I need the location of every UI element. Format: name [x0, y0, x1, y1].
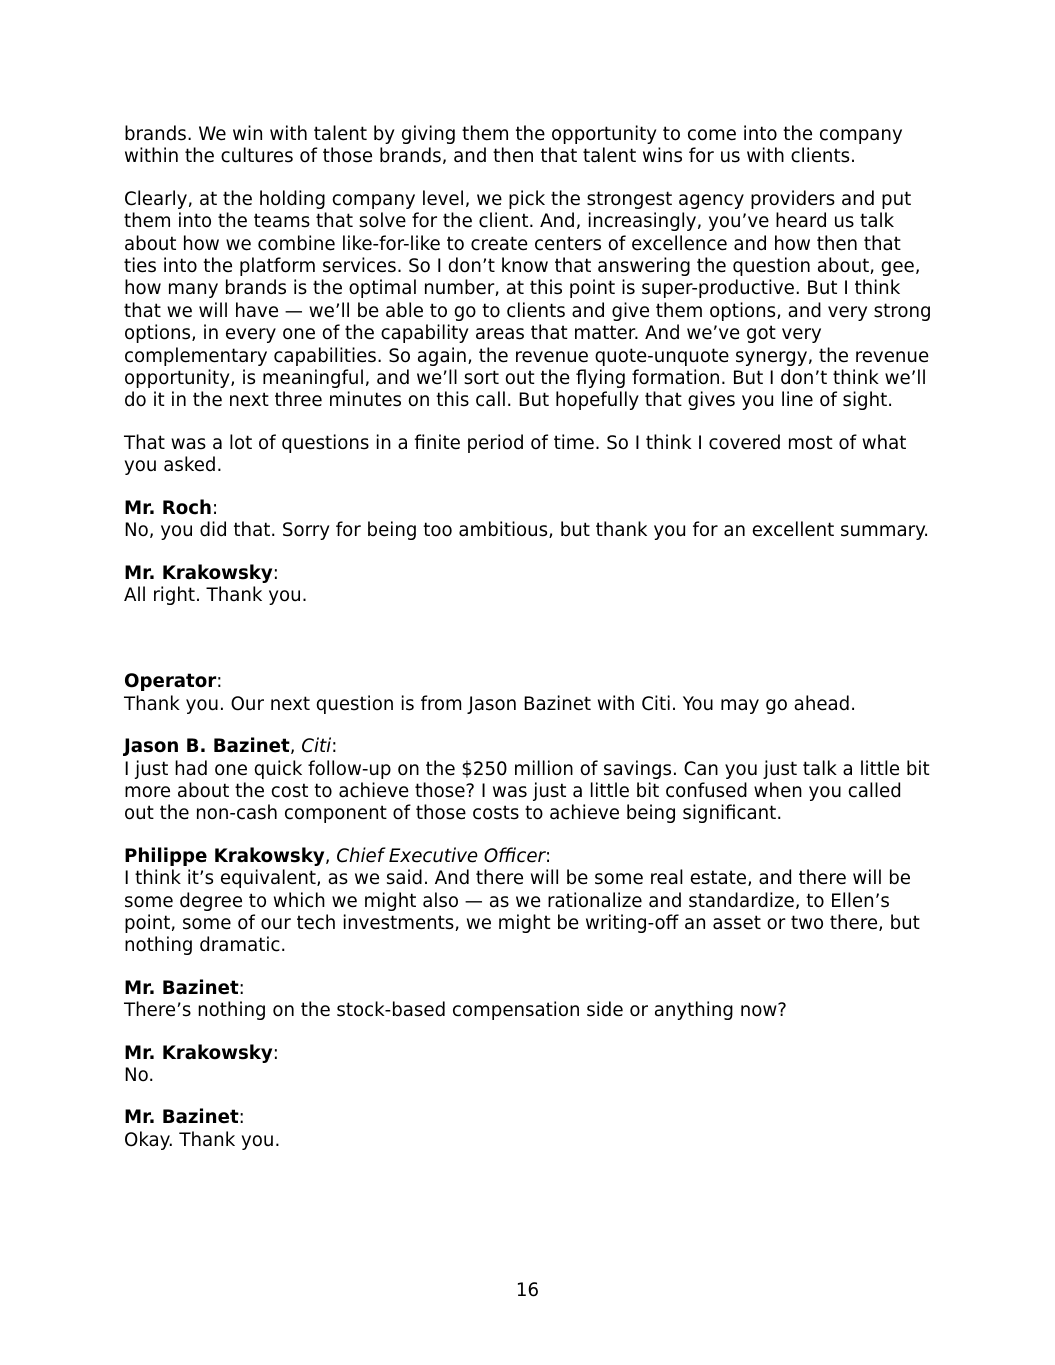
speaker-line — [124, 978, 932, 1000]
speaker-line — [124, 846, 932, 868]
speaker-affiliation: Citi — [301, 736, 332, 758]
speaker-turn — [124, 736, 932, 826]
speaker-name: Operator — [124, 671, 217, 693]
speaker-turn — [124, 978, 932, 1023]
speaker-line — [124, 736, 932, 758]
speaker-affiliation: Chief Executive Officer — [336, 845, 545, 867]
speech-text: No, you did that. Sorry for being too ambitious, but thank you for an excellent summary. — [124, 520, 930, 542]
speaker-line — [124, 563, 932, 585]
speaker-line — [124, 1043, 932, 1065]
speaker-name: Mr. Roch — [124, 497, 212, 519]
transcript-page — [124, 124, 932, 1172]
speech-text: Okay. Thank you. — [124, 1129, 281, 1151]
colon: : — [272, 562, 279, 584]
colon: : — [216, 671, 223, 693]
speaker-line — [124, 1107, 932, 1129]
speech-text: I just had one quick follow-up on the $250 million of savings. Can you just talk a little bit more about the cost to achieve those? I was just a little bit confused when you called out the non-cash component of those costs to achieve being significant. — [124, 758, 930, 825]
colon: : — [331, 736, 338, 758]
speech-text: There’s nothing on the stock-based compensation side or anything now? — [124, 1000, 787, 1022]
colon: : — [545, 845, 552, 867]
paragraph: Clearly, at the holding company level, we pick the strongest agency providers and put them into the teams that solve for the client. And, increasingly, you’ve heard us talk about how we combine like-for-like to create centers of excellence and how then that ties into the platform services. So I don’t know that answering the question about, gee, how many brands is the optimal number, at this point is super-productive. But I think that we will have — we’ll be able to go to clients and give them options, and very strong options, in every one of the capability areas that matter. And we’ve got very complementary capabilities. So again, the revenue quote-unquote synergy, the revenue opportunity, is meaningful, and we’ll sort out the flying formation. But I don’t think we’ll do it in the next three minutes on this call. But hopefully that gives you line of sight. — [124, 188, 932, 412]
speech-text: Thank you. Our next question is from Jason Bazinet with Citi. You may go ahead. — [124, 693, 857, 715]
speaker-name: Mr. Krakowsky — [124, 562, 273, 584]
page-number: 16 — [515, 1280, 540, 1301]
speaker-turn — [124, 846, 932, 958]
speaker-name: Mr. Bazinet — [124, 977, 239, 999]
colon: : — [238, 977, 245, 999]
speech-text: I think it’s equivalent, as we said. And there will be some real estate, and there will be some degree to which we might also — as we rationalize and standardize, to Ellen’s point, some of our tech investments, we might be writing-off an asset or two there, but nothing dramatic. — [124, 868, 920, 957]
speaker-turn — [124, 563, 932, 608]
comma: , — [289, 736, 302, 758]
speech-text: All right. Thank you. — [124, 584, 308, 606]
speech-text: No. — [124, 1065, 155, 1086]
colon: : — [238, 1107, 245, 1129]
speaker-name: Mr. Bazinet — [124, 1107, 239, 1129]
speaker-turn — [124, 671, 932, 716]
speaker-name: Mr. Krakowsky — [124, 1042, 273, 1064]
speaker-turn — [124, 1107, 932, 1152]
paragraph: brands. We win with talent by giving them the opportunity to come into the company within the cultures of those brands, and then that talent wins for us with clients. — [124, 124, 903, 168]
speaker-line — [124, 671, 932, 693]
paragraph: That was a lot of questions in a finite period of time. So I think I covered most of what you asked. — [124, 432, 907, 477]
speaker-turn — [124, 498, 932, 543]
speaker-line — [124, 498, 932, 520]
colon: : — [272, 1042, 279, 1064]
speaker-name: Jason B. Bazinet — [124, 736, 290, 758]
speaker-name: Philippe Krakowsky — [124, 845, 325, 867]
colon: : — [211, 497, 219, 519]
comma: , — [324, 845, 337, 867]
speaker-turn — [124, 1043, 932, 1088]
